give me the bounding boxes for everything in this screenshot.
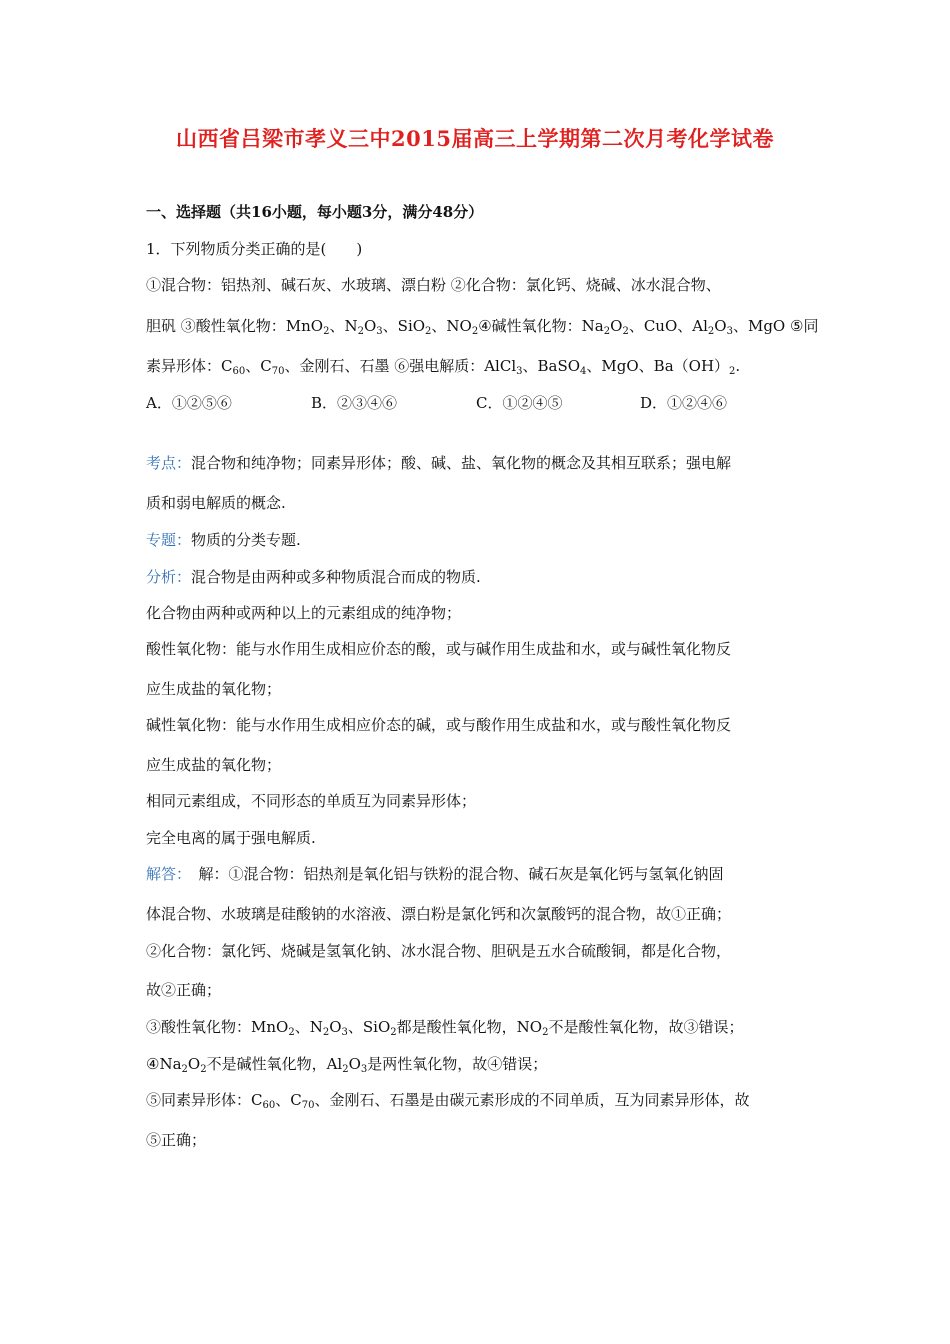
kaodian-line-2: 质和弱电解质的概念.	[146, 494, 286, 512]
jieda-line-5: ③酸性氧化物：MnO$_2$、$N_2O_3$、SiO$_2$都是酸性氧化物，$NO_2$不是酸性氧化物，故③错误；	[146, 1018, 744, 1038]
jieda-line-6: $④Na_2O_2$不是碱性氧化物，$Al_2O_3$是两性氧化物，故④错误；	[146, 1055, 548, 1075]
option-b[interactable]: B．②③④⑥	[311, 394, 398, 412]
jieda-line-3: ②化合物：氯化钙、烧碱是氢氧化钠、冰水混合物、胆矾是五水合硫酸铜，都是化合物，	[146, 942, 732, 960]
fenxi-line-2: 化合物由两种或两种以上的元素组成的纯净物；	[146, 604, 462, 622]
fenxi-line-8: 完全电离的属于强电解质.	[146, 829, 316, 847]
fenxi-line-5: 碱性氧化物：能与水作用生成相应价态的碱，或与酸作用生成盐和水，或与酸性氧化物反	[146, 716, 732, 734]
kaodian-line-1: 考点：混合物和纯净物；同素异形体；酸、碱、盐、氧化物的概念及其相互联系；强电解	[146, 454, 732, 472]
option-d[interactable]: D．①②④⑥	[640, 394, 728, 412]
fenxi-label: 分析：	[146, 568, 192, 586]
jieda-line-8: ⑤正确；	[146, 1131, 207, 1149]
jieda-line-7: ⑤同素异形体：$C_{60}$、$C_{70}$、金刚石、石墨是由碳元素形成的不同单质，互为同素异形体，故	[146, 1091, 750, 1111]
fenxi-line-7: 相同元素组成，不同形态的单质互为同素异形体；	[146, 792, 477, 810]
jieda-line-1: 解答： 解：①混合物：铝热剂是氧化铝与铁粉的混合物、碱石灰是氧化钙与氢氧化钠固	[146, 865, 724, 883]
jieda-line-2: 体混合物、水玻璃是硅酸钠的水溶液、漂白粉是氯化钙和次氯酸钙的混合物，故①正确；	[146, 905, 732, 923]
fenxi-line-4: 应生成盐的氧化物；	[146, 680, 282, 698]
jieda-label: 解答：	[146, 865, 184, 883]
kaodian-label: 考点：	[146, 454, 192, 472]
fenxi-line-6: 应生成盐的氧化物；	[146, 756, 282, 774]
question-line-1: ①混合物：铝热剂、碱石灰、水玻璃、漂白粉 ②化合物：氯化钙、烧碱、冰水混合物、	[146, 276, 721, 294]
question-line-3: 素异形体：$C_{60}$、$C_{70}$、金刚石、石墨 ⑥强电解质：AlCl$_3$、BaSO$_4$、MgO、$Ba(OH)_2$.	[146, 357, 741, 377]
option-c[interactable]: C．①②④⑤	[476, 394, 563, 412]
answer-options	[146, 393, 766, 413]
option-a[interactable]: A．①②⑤⑥	[146, 394, 232, 412]
zhuanti-label: 专题：	[146, 531, 192, 549]
section-heading: 一、选择题（共16小题，每小题3分，满分48分）	[146, 203, 484, 221]
jieda-line-4: 故②正确；	[146, 981, 222, 999]
zhuanti-line: 专题：物质的分类专题.	[146, 531, 301, 549]
fenxi-line-1: 分析：混合物是由两种或多种物质混合而成的物质.	[146, 568, 481, 586]
question-stem: 1．下列物质分类正确的是( )	[146, 240, 363, 258]
question-line-2: 胆矾 ③酸性氧化物：MnO$_2$、$N_2O_3$、SiO$_2$、$NO_2④$碱性氧化物：$Na_2O_2$、CuO、$Al_2O_3$、MgO ⑤同	[146, 317, 819, 337]
fenxi-line-3: 酸性氧化物：能与水作用生成相应价态的酸，或与碱作用生成盐和水，或与碱性氧化物反	[146, 640, 732, 658]
page-title: 山西省吕梁市孝义三中2015届高三上学期第二次月考化学试卷	[176, 126, 774, 151]
